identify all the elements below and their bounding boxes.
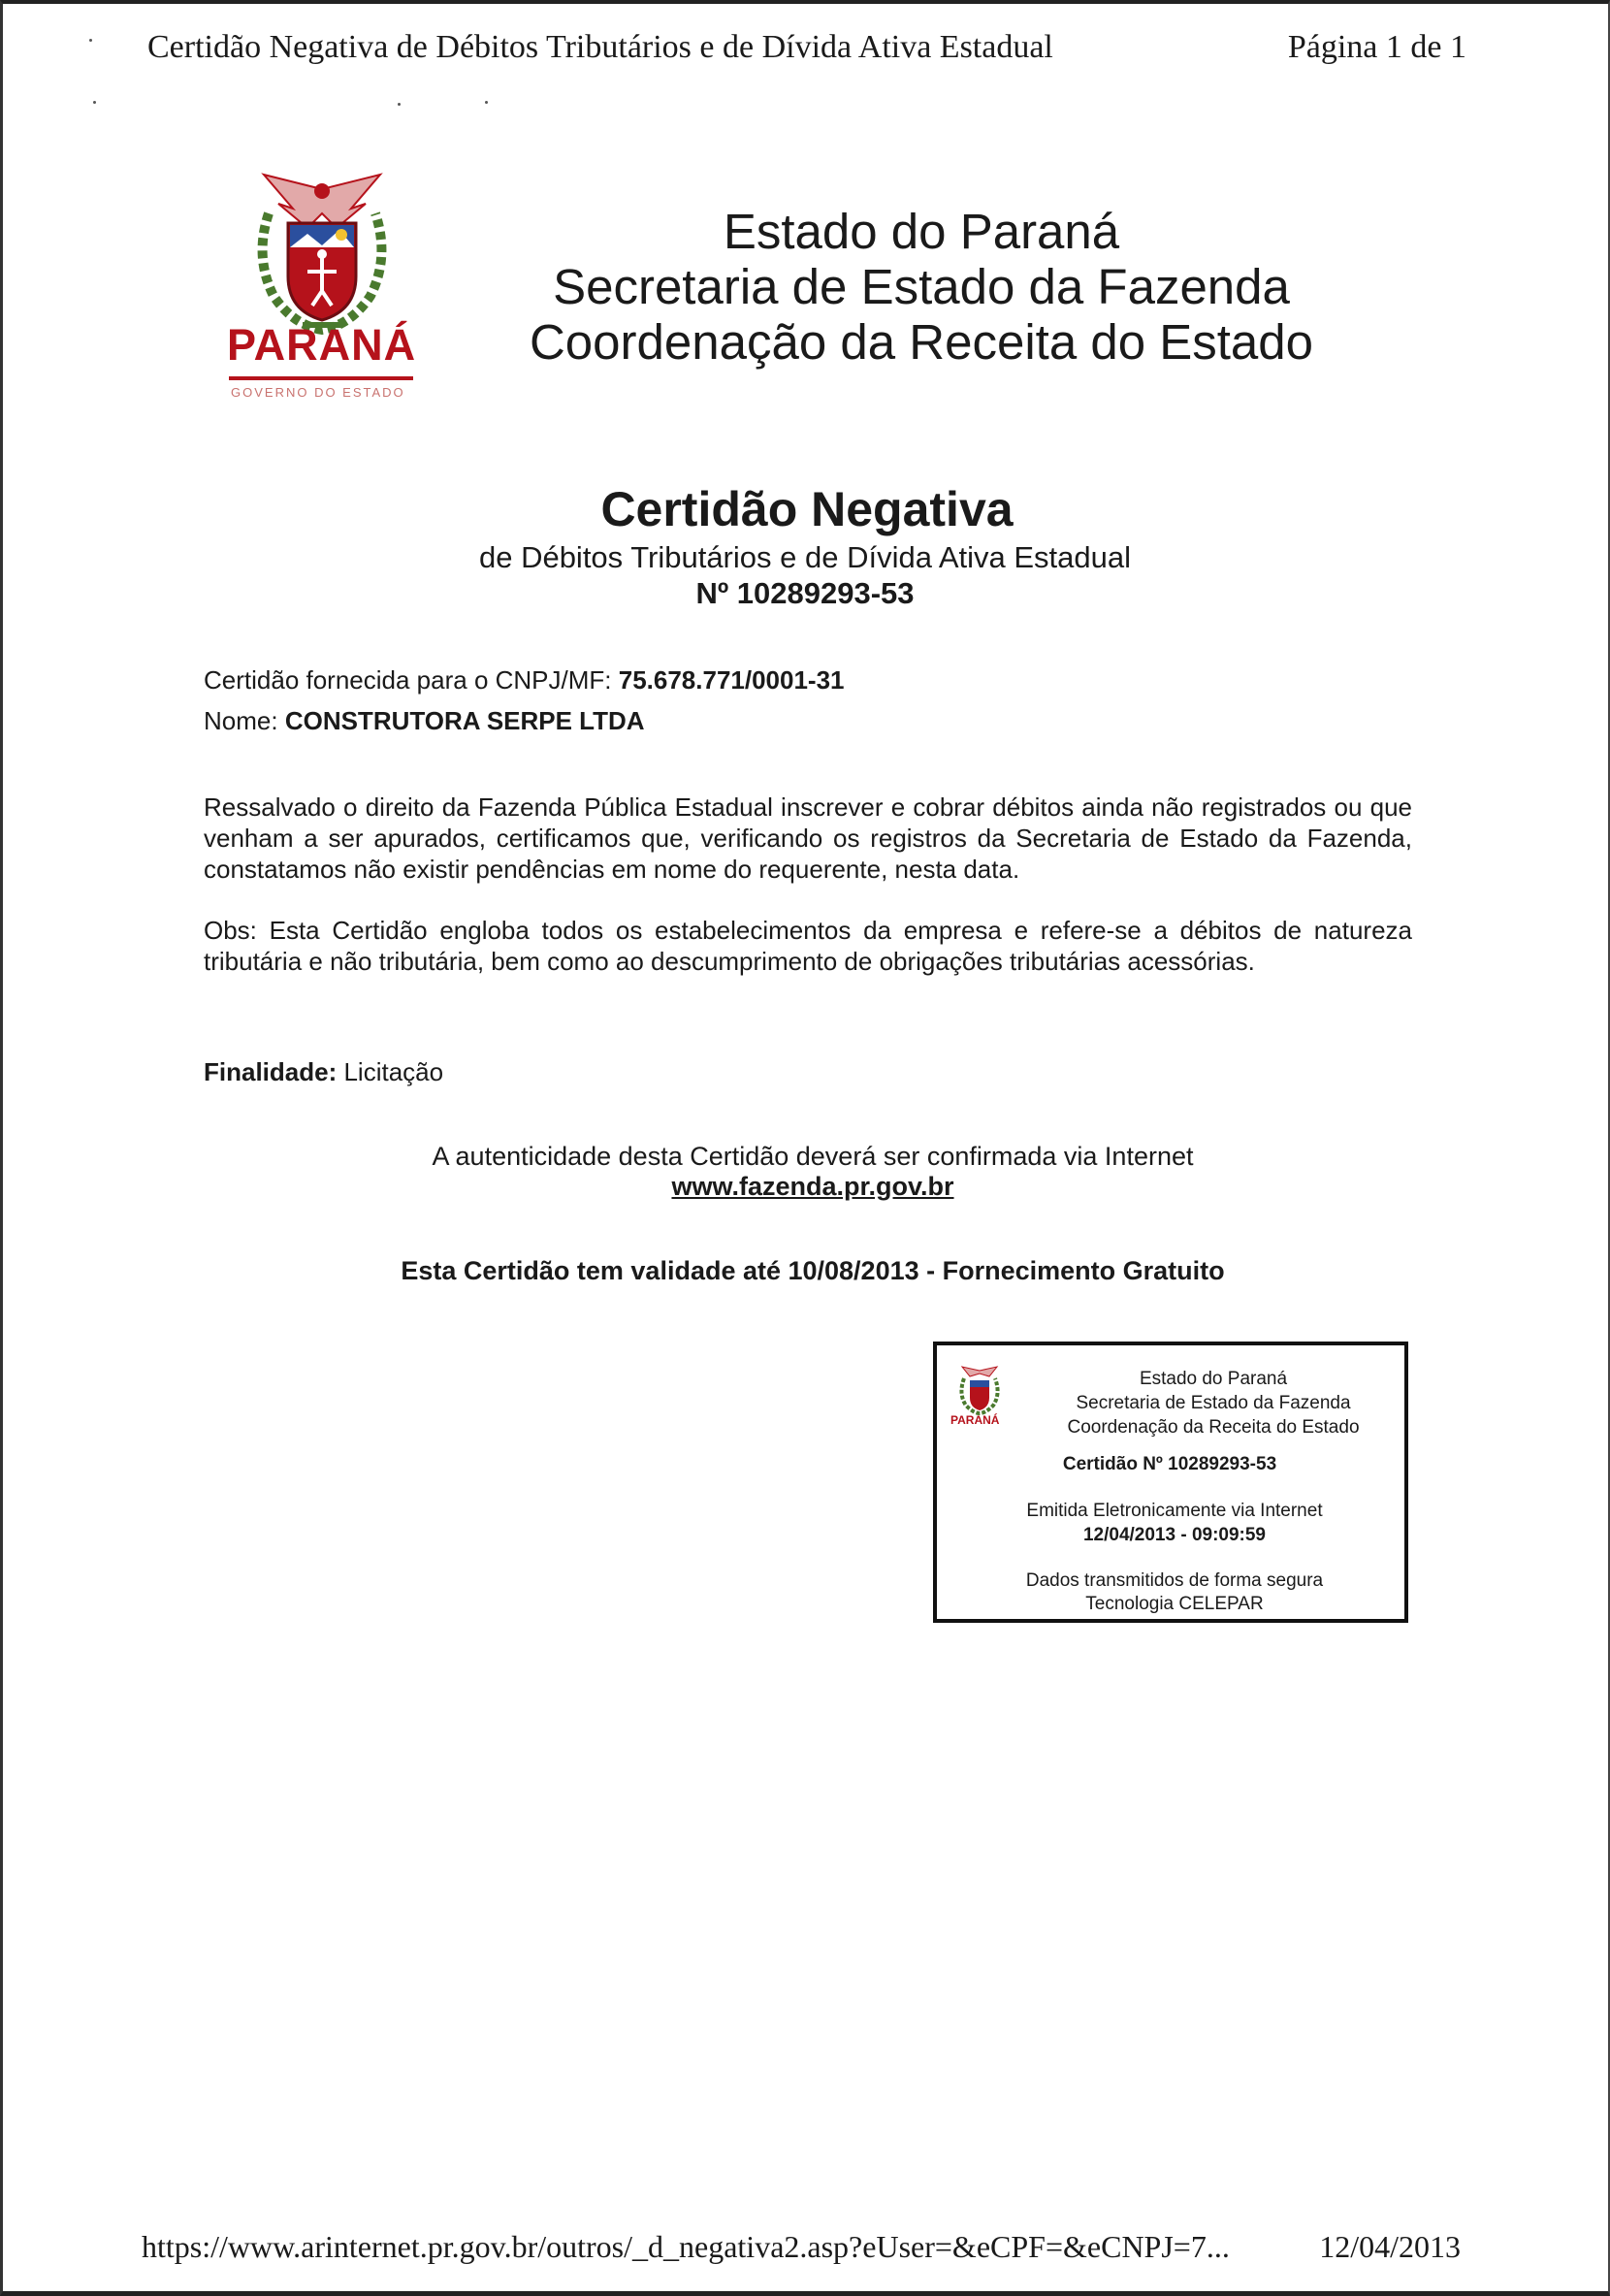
verification-link[interactable]: www.fazenda.pr.gov.br bbox=[671, 1172, 954, 1201]
scan-speck bbox=[89, 39, 92, 42]
purpose-line bbox=[204, 1057, 443, 1087]
certificate-title: Certidão Negativa bbox=[600, 482, 1014, 536]
authenticity-note: A autenticidade desta Certidão deverá ser confirmada via Internet bbox=[432, 1142, 1194, 1171]
browser-print-title: Certidão Negativa de Débitos Tributários e de Dívida Ativa Estadual bbox=[147, 29, 1053, 65]
statement-paragraph: Ressalvado o direito da Fazenda Pública Estadual inscrever e cobrar débitos ainda não registrados ou que venham a ser apurados, certificamos que, verificando os registros da Secretaria de Estado da Fazenda, constatamos não existir pendências em nome do requerente, nesta data. bbox=[204, 792, 1412, 884]
electronic-stamp bbox=[933, 1342, 1408, 1623]
stamp-secure-note: Dados transmitidos de forma segura bbox=[1025, 1570, 1324, 1591]
purpose-value: Licitação bbox=[343, 1057, 444, 1086]
name-label: Nome: bbox=[204, 706, 285, 735]
cnpj-value: 75.678.771/0001-31 bbox=[618, 665, 845, 695]
header-coordination: Coordenação da Receita do Estado bbox=[529, 314, 1314, 370]
print-footer-url: https://www.arinternet.pr.gov.br/outros/_d_negativa2.asp?eUser=&eCPF=&eCNPJ=7... bbox=[142, 2229, 1230, 2264]
scan-speck bbox=[398, 103, 401, 106]
logo-underline bbox=[229, 376, 413, 380]
company-name: CONSTRUTORA SERPE LTDA bbox=[284, 706, 645, 735]
certificate-number: Nº 10289293-53 bbox=[695, 576, 915, 610]
stamp-issued-note: Emitida Eletronicamente via Internet bbox=[1026, 1501, 1323, 1521]
page-counter: Página 1 de 1 bbox=[1287, 29, 1466, 65]
header-secretariat: Secretaria de Estado da Fazenda bbox=[553, 259, 1290, 314]
name-line bbox=[204, 706, 645, 736]
scan-speck bbox=[93, 101, 96, 104]
cnpj-line bbox=[204, 665, 845, 695]
stamp-coordination: Coordenação da Receita do Estado bbox=[1067, 1417, 1360, 1438]
scan-speck bbox=[485, 101, 488, 104]
validity-note: Esta Certidão tem validade até 10/08/2013 - Fornecimento Gratuito bbox=[401, 1256, 1225, 1285]
logo-subtext: GOVERNO DO ESTADO bbox=[231, 385, 405, 400]
stamp-logo-text: PARANÁ bbox=[950, 1413, 1000, 1427]
stamp-secretariat: Secretaria de Estado da Fazenda bbox=[1076, 1393, 1351, 1413]
stamp-state: Estado do Paraná bbox=[1139, 1369, 1288, 1389]
cnpj-label: Certidão fornecida para o CNPJ/MF: bbox=[204, 665, 619, 695]
observation-paragraph: Obs: Esta Certidão engloba todos os estabelecimentos da empresa e refere-se a débitos de natureza tributária e não tributária, bem como ao descumprimento de obrigações tributárias acessórias. bbox=[204, 916, 1412, 976]
header-state: Estado do Paraná bbox=[723, 204, 1120, 259]
stamp-datetime: 12/04/2013 - 09:09:59 bbox=[1082, 1525, 1267, 1545]
purpose-label: Finalidade: bbox=[204, 1057, 344, 1086]
stamp-certificate-number: Certidão Nº 10289293-53 bbox=[1062, 1454, 1277, 1474]
print-footer-date: 12/04/2013 bbox=[1319, 2229, 1461, 2264]
stamp-technology: Tecnologia CELEPAR bbox=[1085, 1594, 1264, 1614]
certificate-subtitle: de Débitos Tributários e de Dívida Ativa Estadual bbox=[478, 540, 1132, 574]
logo-text: PARANÁ bbox=[227, 320, 417, 370]
